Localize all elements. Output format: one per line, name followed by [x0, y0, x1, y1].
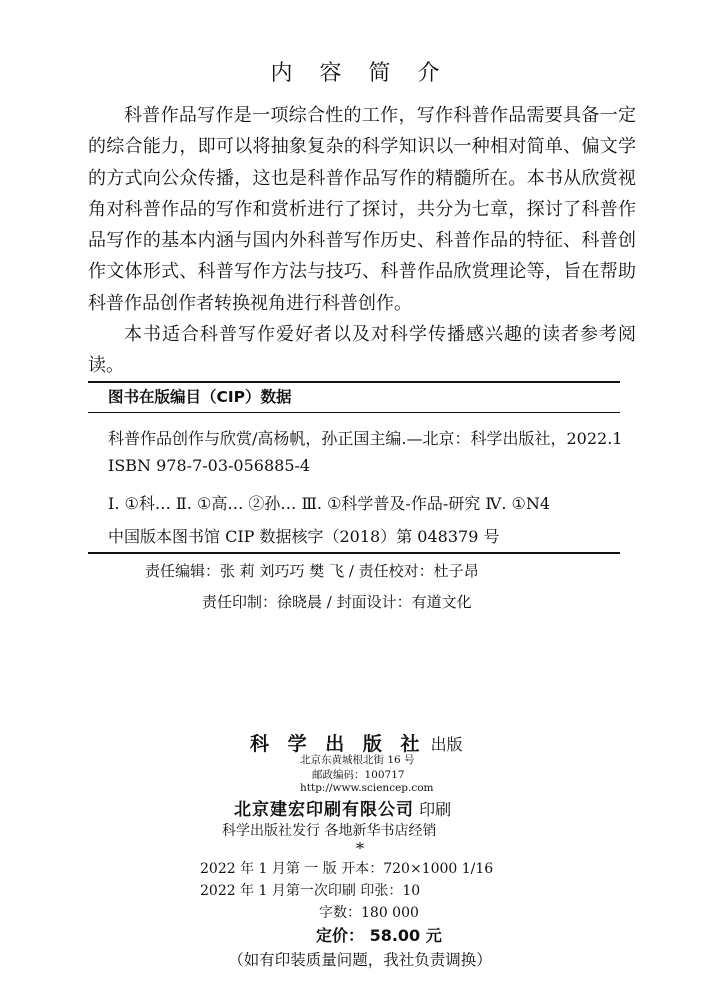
printing-line: 2022 年 1 月第一次印刷 印张：10 [200, 883, 421, 899]
cip-heading: 图书在版编目（CIP）数据 [108, 388, 292, 406]
cip-line-subjects: Ⅰ. ①科… Ⅱ. ①高… ②孙… Ⅲ. ①科学普及-作品-研究 Ⅳ. ①N4 [108, 494, 551, 513]
price: 定价： 58.00 元 [316, 926, 442, 945]
word-count: 字数：180 000 [319, 905, 419, 921]
cip-bottom-rule [88, 552, 620, 554]
intro-paragraph-1: 科普作品写作是一项综合性的工作，写作科普作品需要具备一定的综合能力，即可以将抽象复杂的科学知识以一种相对简单、偏文学的方式向公众传播，这也是科普作品写作的精髓所在。本书从欣赏视角对科普作品的写作和赏析进行了探讨，共分为七章，探讨了科普作品写作的基本内涵与国内外科普写作历史、科普作品的特征、科普创作文体形式、科普写作方法与技巧、科普作品欣赏理论等，旨在帮助科普作品创作者转换视角进行科普创作。 [88, 105, 636, 314]
cip-top-rule [88, 381, 620, 383]
edition-line: 2022 年 1 月第 一 版 开本：720×1000 1/16 [200, 861, 494, 877]
cip-heading-rule [88, 412, 620, 413]
printer-role: 印刷 [419, 800, 452, 819]
publisher-website: http://www.sciencep.com [300, 782, 434, 794]
quality-notice: （如有印装质量问题，我社负责调换） [228, 951, 492, 969]
printer-name: 北京建宏印刷有限公司 [234, 800, 414, 820]
distribution-line: 科学出版社发行 各地新华书店经销 [222, 823, 437, 839]
credits-production: 责任印制：徐晓晨 / 封面设计：有道文化 [202, 593, 472, 611]
printer-line [234, 795, 451, 820]
publisher-postcode: 邮政编码：100717 [312, 769, 405, 781]
cip-line-title: 科普作品创作与欣赏/高杨帆，孙正国主编.—北京：科学出版社，2022.1 [108, 429, 623, 448]
cip-line-record: 中国版本图书馆 CIP 数据核字（2018）第 048379 号 [108, 527, 500, 546]
intro-paragraph-2: 本书适合科普写作爱好者以及对科学传播感兴趣的读者参考阅读。 [88, 324, 636, 377]
publisher-address: 北京东黄城根北街 16 号 [300, 754, 415, 766]
separator-star: * [356, 839, 364, 858]
intro-text [88, 100, 636, 382]
page-title: 内 容 简 介 [270, 61, 450, 86]
publisher-name: 科 学 出 版 社 [250, 733, 426, 755]
credits-editors: 责任编辑：张 莉 刘巧巧 樊 飞 / 责任校对：杜子昂 [145, 562, 479, 580]
publisher-role: 出版 [430, 735, 463, 754]
cip-line-isbn: ISBN 978-7-03-056885-4 [108, 456, 311, 475]
